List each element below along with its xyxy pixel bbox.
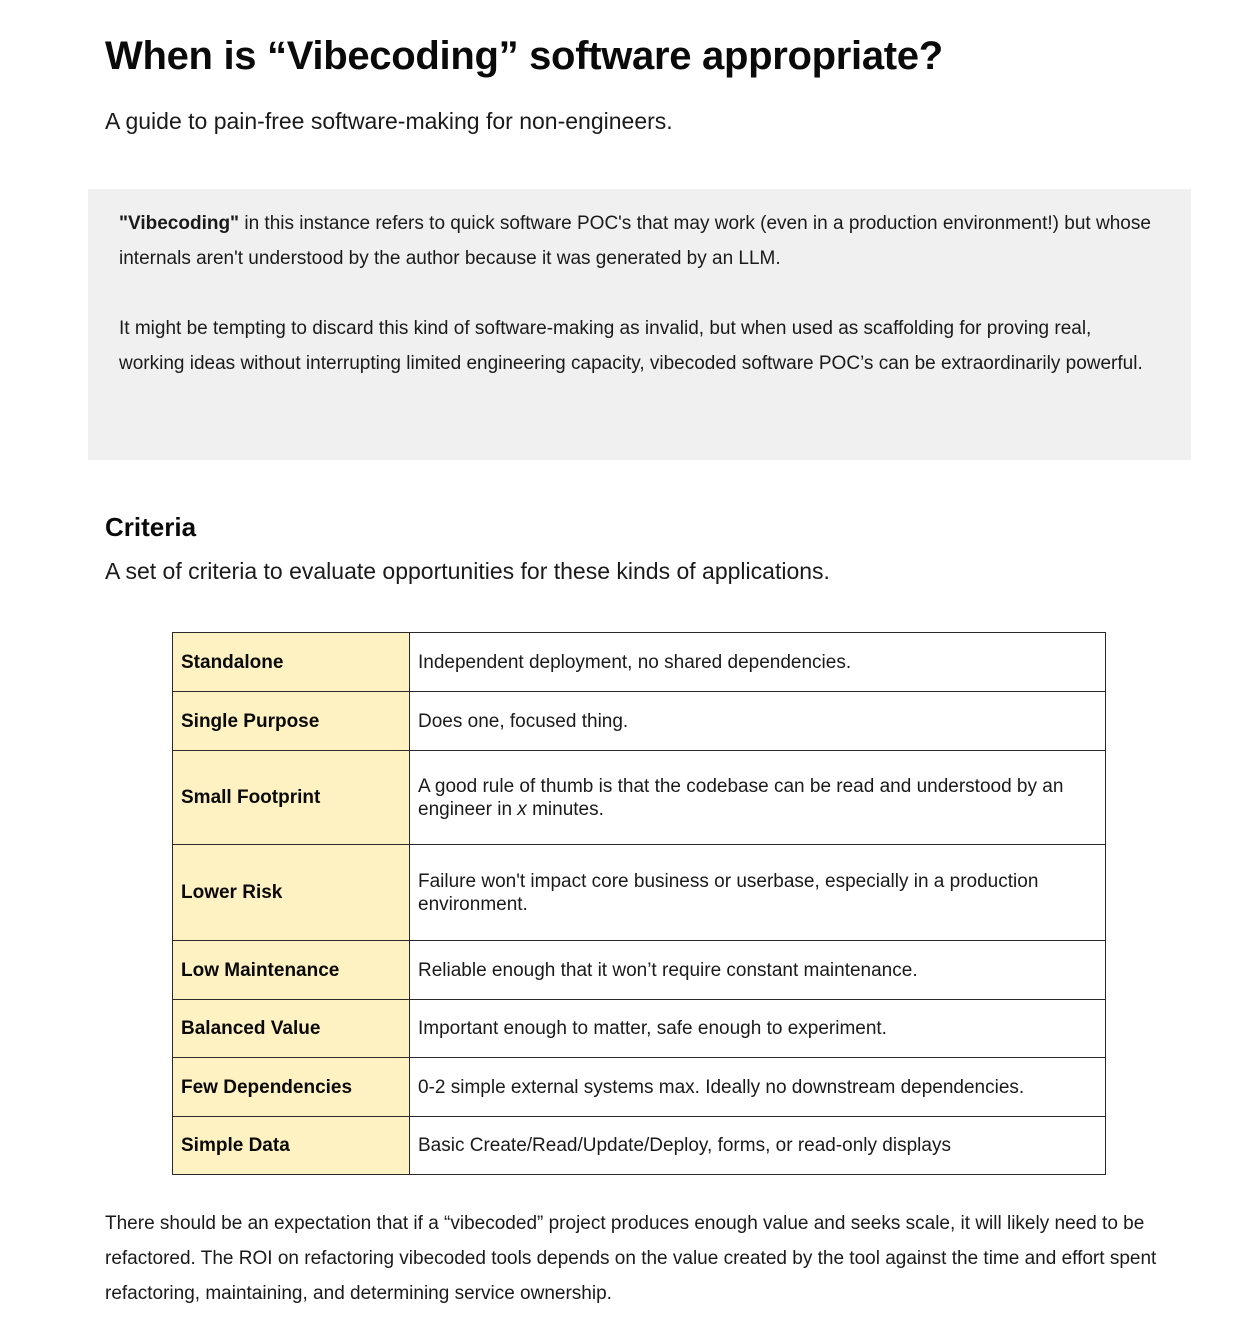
page-subtitle: A guide to pain-free software-making for non-engineers. xyxy=(105,108,673,134)
callout-definition xyxy=(119,206,1151,276)
criteria-description-text: A good rule of thumb is that the codebase can be read and understood by an engineer in xyxy=(418,775,1064,820)
criteria-description: Important enough to matter, safe enough to experiment. xyxy=(410,1000,1106,1058)
table-row xyxy=(173,751,1106,845)
criteria-label: Balanced Value xyxy=(173,1000,410,1058)
criteria-intro: A set of criteria to evaluate opportunities for these kinds of applications. xyxy=(105,558,830,584)
criteria-description-tail: minutes. xyxy=(526,798,604,820)
table-row xyxy=(173,1000,1106,1058)
criteria-description-emphasis: x xyxy=(517,798,527,820)
table-row xyxy=(173,633,1106,692)
page-title: When is “Vibecoding” software appropriate? xyxy=(105,34,943,78)
criteria-description: Failure won't impact core business or userbase, especially in a production environment. xyxy=(410,845,1106,941)
criteria-description: 0-2 simple external systems max. Ideally no downstream dependencies. xyxy=(410,1058,1106,1117)
callout-paragraph: It might be tempting to discard this kind of software-making as invalid, but when used as scaffolding for proving real, working ideas without interrupting limited engineering capacity, vibecoded software POC’s can be extraordinarily powerful. xyxy=(119,318,1143,374)
criteria-description: Basic Create/Read/Update/Deploy, forms, or read-only displays xyxy=(410,1117,1106,1175)
table-row xyxy=(173,941,1106,1000)
closing-paragraph: There should be an expectation that if a “vibecoded” project produces enough value and seeks scale, it will likely need to be refactored. The ROI on refactoring vibecoded tools depends on the value created by the tool against the time and effort spent refactoring, maintaining, and determining service ownership. xyxy=(105,1213,1157,1304)
callout-term: "Vibecoding" xyxy=(119,213,240,234)
criteria-table xyxy=(172,632,1106,1175)
criteria-heading: Criteria xyxy=(105,512,197,542)
table-row xyxy=(173,1117,1106,1175)
criteria-description: Does one, focused thing. xyxy=(410,692,1106,751)
criteria-label: Simple Data xyxy=(173,1117,410,1175)
definition-callout xyxy=(88,189,1191,460)
callout-definition-text: in this instance refers to quick software POC's that may work (even in a production environment!) but whose internals aren't understood by the author because it was generated by an LLM. xyxy=(119,213,1151,269)
criteria-label: Low Maintenance xyxy=(173,941,410,1000)
criteria-description xyxy=(410,751,1106,845)
table-row xyxy=(173,845,1106,941)
criteria-description: Independent deployment, no shared dependencies. xyxy=(410,633,1106,692)
criteria-label: Single Purpose xyxy=(173,692,410,751)
criteria-label: Few Dependencies xyxy=(173,1058,410,1117)
criteria-description: Reliable enough that it won’t require constant maintenance. xyxy=(410,941,1106,1000)
table-row xyxy=(173,1058,1106,1117)
criteria-label: Standalone xyxy=(173,633,410,692)
criteria-label: Lower Risk xyxy=(173,845,410,941)
criteria-label: Small Footprint xyxy=(173,751,410,845)
table-row xyxy=(173,692,1106,751)
